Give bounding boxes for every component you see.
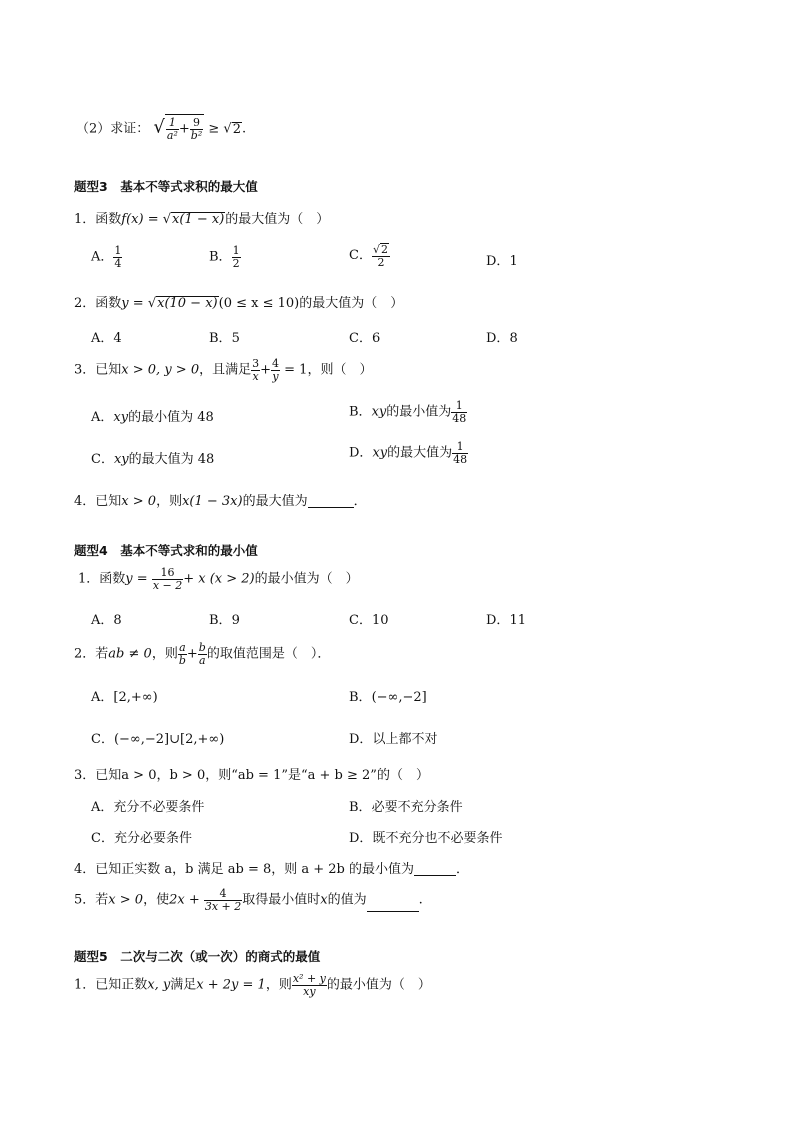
s3-q3-option-d[interactable]: D．xy的最大值为 $\frac{1}{48}$	[349, 440, 468, 466]
s3-q3-option-a[interactable]: A．xy的最小值为 48	[91, 410, 214, 425]
s3-q2-option-c[interactable]: C．6	[349, 331, 381, 346]
answer-blank[interactable]	[308, 495, 354, 508]
section-title-4: 题型4 基本不等式求和的最小值	[74, 543, 258, 558]
section-title-3: 题型3 基本不等式求积的最大值	[74, 179, 258, 194]
proof-prefix: （2）求证：	[76, 121, 150, 137]
fraction: $\frac{9}{\text{b²}}$	[190, 116, 203, 142]
s4-question-5: 5．若x > 0，使2x + $\frac{4}{3x + 2}$ 取得最小值时x的值为 .	[74, 887, 423, 913]
s4-q1-option-a[interactable]: A．8	[91, 613, 122, 628]
s5-question-1: 1．已知正数x, y满足x + 2y = 1，则 $\frac{\text{x² + y}}{xy}$ 的最小值为（ ）	[74, 972, 431, 998]
s3-q3-option-c[interactable]: C．xy的最大值为 48	[91, 452, 215, 467]
s4-q1-option-b[interactable]: B．9	[209, 613, 240, 628]
s3-q1-option-d[interactable]: D．1	[486, 254, 518, 269]
s4-q1-option-c[interactable]: C．10	[349, 613, 389, 628]
s4-question-2: 2．若ab ≠ 0，则 $\frac{a}{b}$ + $\frac{b}{a}$ 的取值范围是（ ）．	[74, 641, 331, 667]
s4-q3-option-c[interactable]: C．充分必要条件	[91, 831, 192, 846]
s3-question-1: 1．函数f(x) = √x(1 − x)的最大值为（ ）	[74, 212, 330, 227]
sqrt-icon: √	[147, 296, 157, 311]
radical-expression: $\frac{1}{\text{a²}}$ + $\frac{9}{\text{b²}}$	[166, 116, 203, 142]
s3-question-3: 3．已知x > 0, y > 0，且满足 $\frac{3}{x}$ + $\frac{4}{y}$ = 1，则（ ）	[74, 357, 373, 383]
top-proof-line: （2）求证： √ $\frac{1}{\text{a²}}$ + $\frac{9}{\text{b²}}$ ≥ √2.	[76, 116, 247, 142]
s3-q2-option-d[interactable]: D．8	[486, 331, 518, 346]
sqrt-icon: √	[162, 212, 172, 227]
s3-question-2: 2．函数y = √x(10 − x)(0 ≤ x ≤ 10)的最大值为（ ）	[74, 296, 404, 311]
s4-q1-option-d[interactable]: D．11	[486, 613, 526, 628]
s3-question-4: 4．已知x > 0，则x(1 − 3x)的最大值为 ．	[74, 494, 367, 509]
s4-q2-option-d[interactable]: D．以上都不对	[349, 732, 438, 747]
sqrt-icon: √	[372, 243, 380, 256]
answer-blank[interactable]	[367, 899, 419, 912]
s3-q1-option-b[interactable]: B． $\frac{1}{2}$	[209, 244, 240, 270]
fraction: $\frac{1}{\text{a²}}$	[166, 116, 178, 142]
sqrt-icon: √	[153, 116, 165, 138]
s4-q3-option-b[interactable]: B．必要不充分条件	[349, 800, 463, 815]
section-title-5: 题型5 二次与二次（或一次）的商式的最值	[74, 949, 321, 964]
s4-question-3: 3．已知a > 0，b > 0，则“ab = 1”是“a + b ≥ 2”的（ ）	[74, 768, 429, 783]
s4-q2-option-a[interactable]: A．[2,+∞)	[91, 690, 158, 705]
s3-q1-option-c[interactable]: C． $\frac{√2}{2}$	[349, 243, 388, 269]
s3-q3-option-b[interactable]: B．xy的最小值为 $\frac{1}{48}$	[349, 399, 467, 425]
s4-q3-option-d[interactable]: D．既不充分也不必要条件	[349, 831, 503, 846]
s4-question-1: 1．函数y = $\frac{16}{x - 2}$ + x (x > 2)的最小值为（ ）	[78, 566, 359, 592]
s4-q2-option-c[interactable]: C．(−∞,−2]∪[2,+∞)	[91, 732, 225, 747]
answer-blank[interactable]	[414, 863, 456, 876]
s3-q2-option-a[interactable]: A．4	[91, 331, 122, 346]
s4-q2-option-b[interactable]: B．(−∞,−2]	[349, 690, 427, 705]
s4-q3-option-a[interactable]: A．充分不必要条件	[91, 800, 205, 815]
s3-q1-option-a[interactable]: A． $\frac{1}{4}$	[91, 244, 122, 270]
sqrt-icon: √	[223, 121, 232, 137]
s4-question-4: 4．已知正实数 a，b 满足 ab = 8，则 a + 2b 的最小值为 ．	[74, 862, 470, 877]
s3-q2-option-b[interactable]: B．5	[209, 331, 240, 346]
